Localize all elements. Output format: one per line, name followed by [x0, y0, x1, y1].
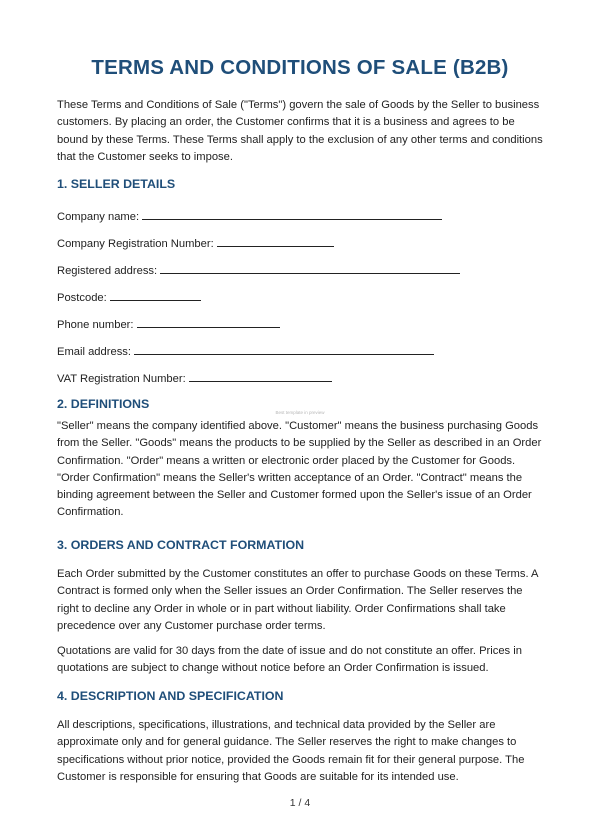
- company-registration-number-field: [57, 234, 547, 251]
- email-address-blank[interactable]: [134, 342, 434, 355]
- document-title: TERMS AND CONDITIONS OF SALE (B2B): [91, 56, 509, 79]
- phone-number-label: Phone number:: [57, 319, 134, 331]
- email-address-label: Email address:: [57, 346, 131, 358]
- registered-address-blank[interactable]: [160, 261, 460, 274]
- section-3-heading: 3. ORDERS AND CONTRACT FORMATION: [57, 538, 305, 552]
- watermark-text: Best template in preview: [275, 410, 325, 415]
- section-1-heading: 1. SELLER DETAILS: [57, 177, 176, 191]
- phone-number-blank[interactable]: [137, 315, 280, 328]
- company-registration-number-blank[interactable]: [217, 234, 334, 247]
- orders-paragraph-1: Each Order submitted by the Customer constitutes an offer to purchase Goods on these Terms. A Contract is formed only when the Seller issues an Order Confirmation. The Seller reserves the right to decline any Order in whole or in part without liability. Order Confirmations shall take precedence over any Customer purchase order terms.: [57, 568, 538, 632]
- orders-paragraph-2: Quotations are valid for 30 days from the date of issue and do not constitute an offer. Prices in quotations are subject to change without notice before an Order Confirmation is issued.: [57, 645, 522, 675]
- description-paragraph: All descriptions, specifications, illustrations, and technical data provided by the Seller are approximate only and for general guidance. The Seller reserves the right to make changes to specifications without prior notice, provided the Goods remain fit for their general purpose. The Customer is responsible for ensuring that Goods are suitable for its intended use.: [57, 719, 525, 783]
- registered-address-field: [57, 261, 547, 278]
- vat-registration-number-label: VAT Registration Number:: [57, 373, 186, 385]
- company-name-blank[interactable]: [142, 207, 442, 220]
- postcode-field: [57, 288, 547, 305]
- registered-address-label: Registered address:: [57, 265, 158, 277]
- section-4-heading: 4. DESCRIPTION AND SPECIFICATION: [57, 689, 284, 703]
- email-address-field: [57, 342, 547, 359]
- vat-registration-number-blank[interactable]: [189, 369, 332, 382]
- postcode-blank[interactable]: [110, 288, 201, 301]
- company-name-field: [57, 207, 547, 224]
- definitions-paragraph: "Seller" means the company identified above. "Customer" means the business purchasing Goods from the Seller. "Goods" means the products to be supplied by the Seller as described in an Order Confirmation. "Order" means a written or electronic order placed by the Customer for Goods. "Order Confirmation" means the Seller's written acceptance of an Order. "Contract" means the binding agreement between the Seller and Customer formed upon the Seller's issue of an Order Confirmation.: [57, 420, 542, 519]
- company-registration-number-label: Company Registration Number:: [57, 238, 214, 250]
- vat-registration-number-field: [57, 369, 547, 386]
- postcode-label: Postcode:: [57, 292, 107, 304]
- phone-number-field: [57, 315, 547, 332]
- intro-paragraph: These Terms and Conditions of Sale ("Terms") govern the sale of Goods by the Seller to business customers. By placing an order, the Customer confirms that it is a business and agrees to be bound by these Terms. These Terms shall apply to the exclusion of any other terms and conditions that the Customer seeks to impose.: [57, 99, 543, 163]
- section-2-heading: 2. DEFINITIONS: [57, 397, 150, 411]
- page-number: 1 / 4: [289, 797, 311, 809]
- company-name-label: Company name:: [57, 211, 140, 223]
